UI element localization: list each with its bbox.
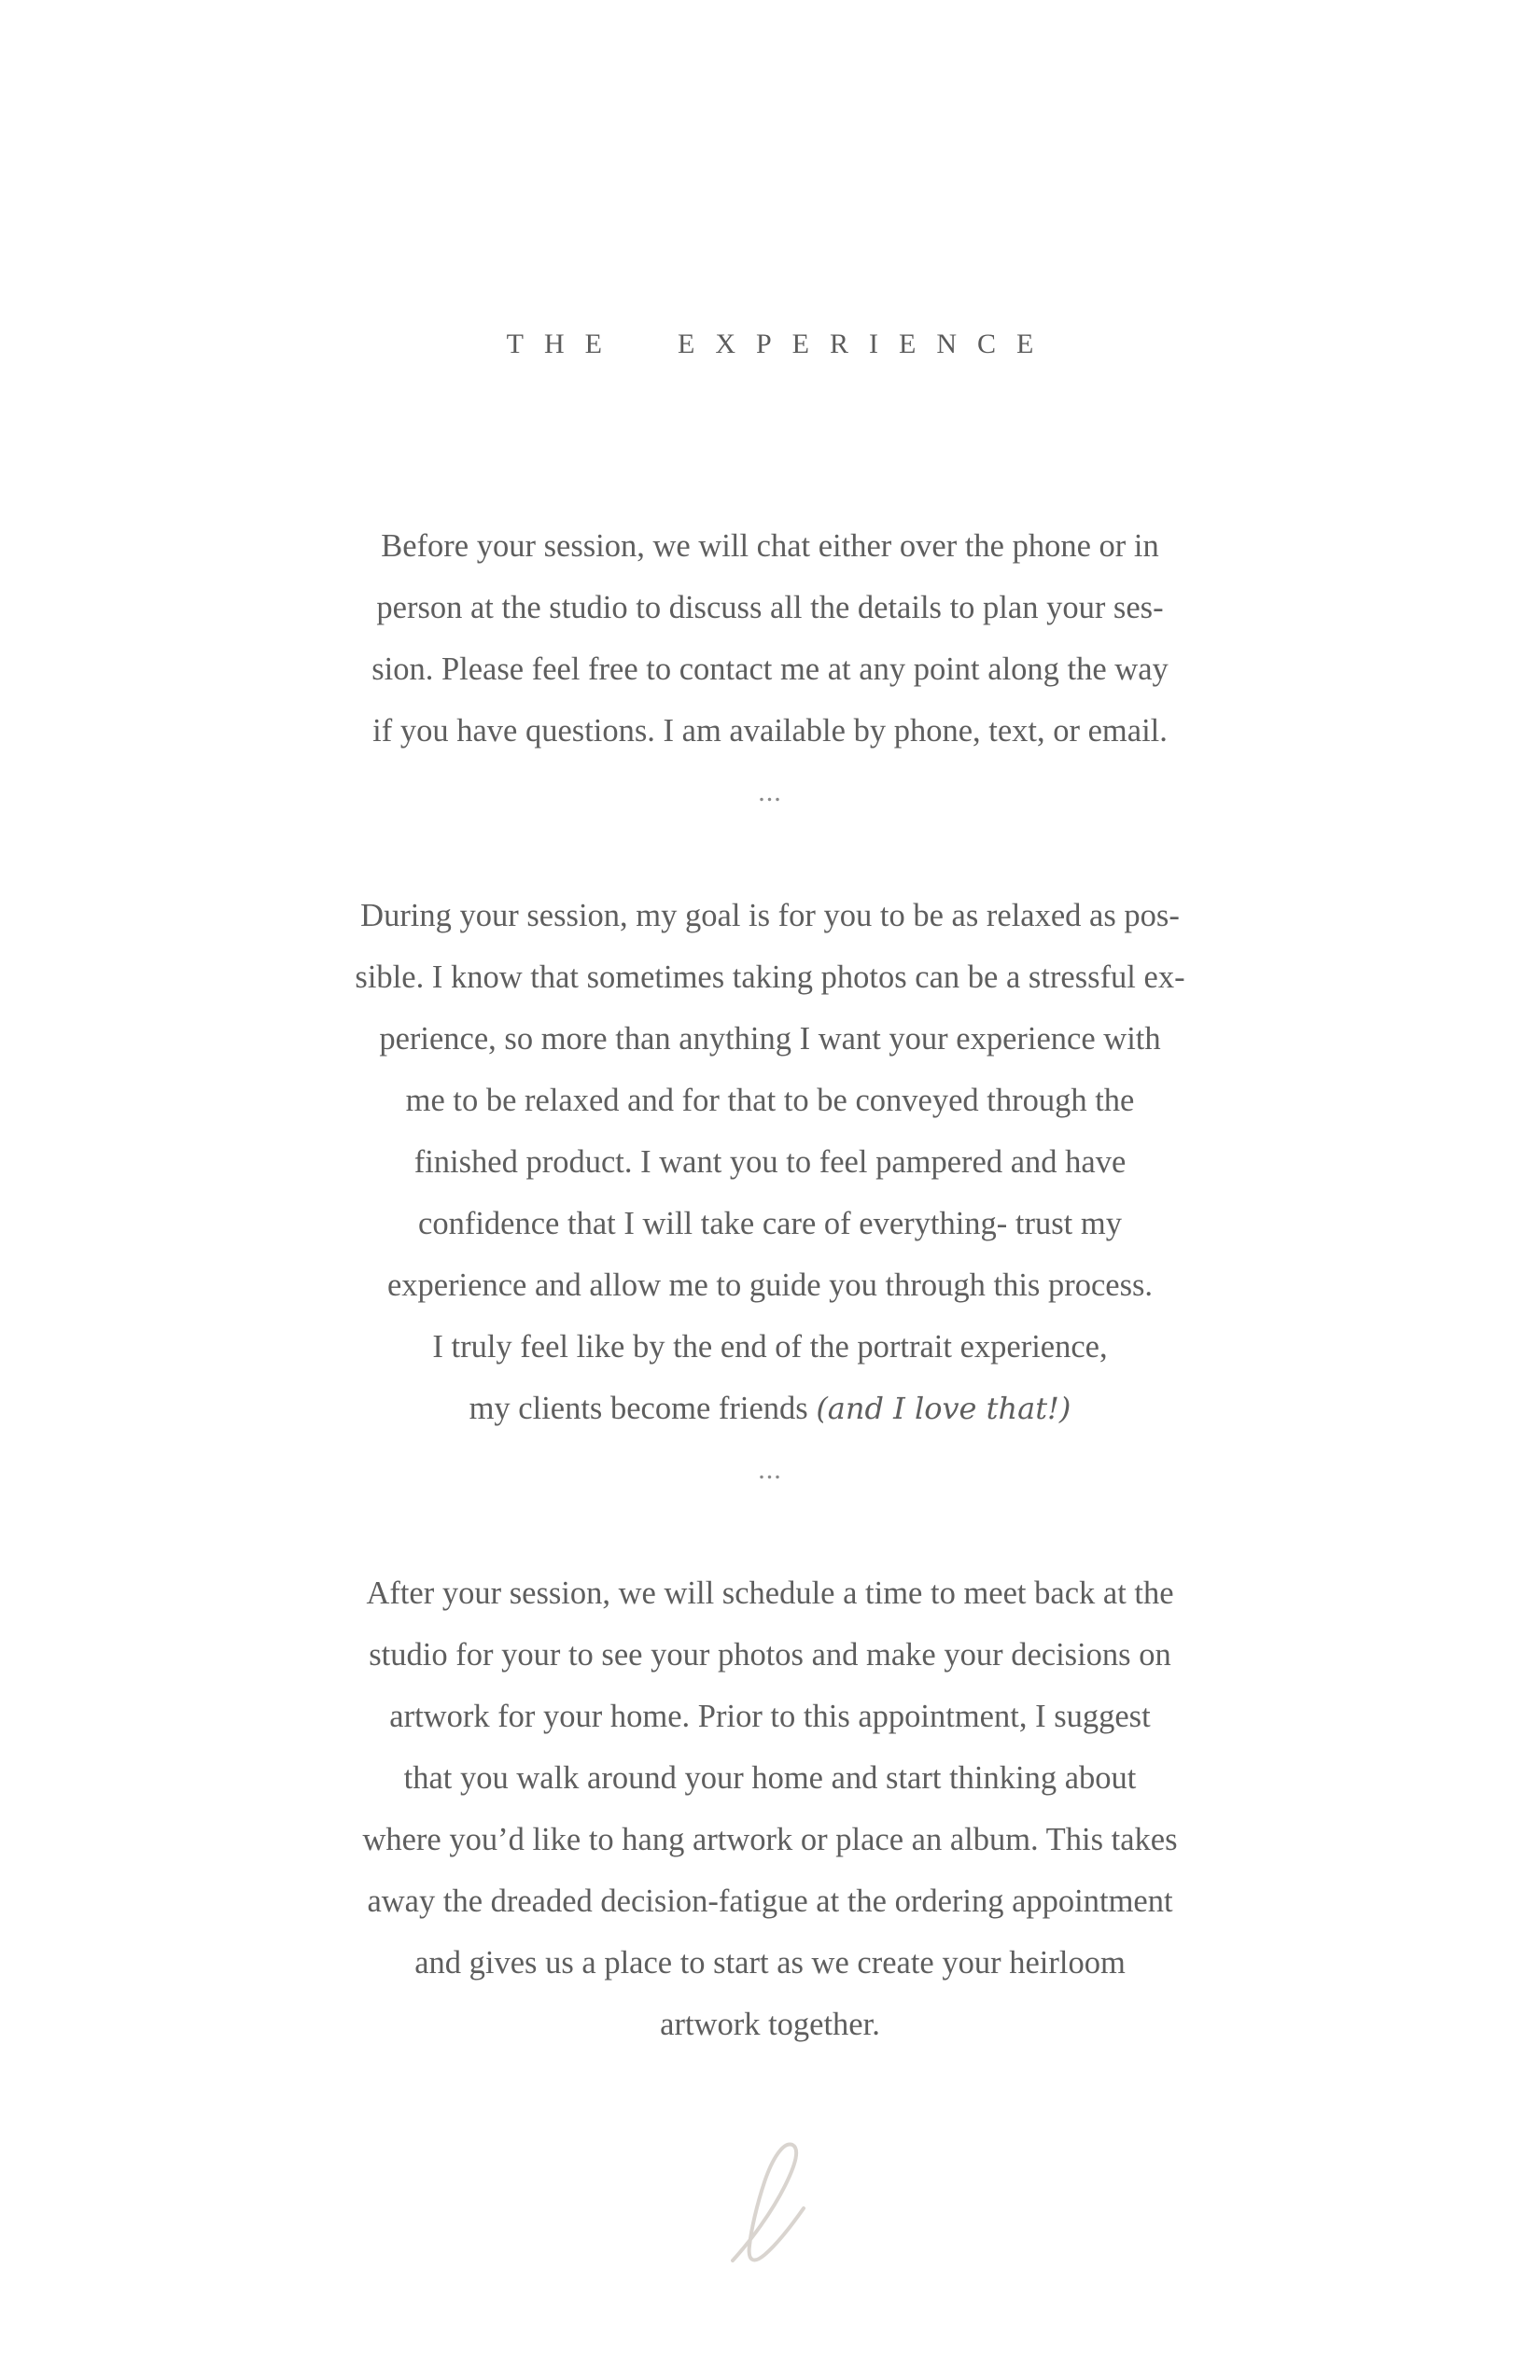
paragraph-line: finished product. I want you to feel pampered and have [413,1144,1127,1180]
section-separator: ... [758,1454,782,1485]
paragraph-line: confidence that I will take care of everything- trust my [418,1206,1122,1241]
section-separator: ... [758,777,782,807]
page-title: THE EXPERIENCE [506,329,1055,359]
paragraph-line: Before your session, we will chat either over the phone or in [381,528,1159,564]
paragraph-line: where you’d like to hang artwork or place an album. This takes [362,1822,1178,1857]
paragraph-line: and gives us a place to start as we create your heirloom [414,1945,1126,1981]
paragraph-line: away the dreaded decision-fatigue at the ordering appointment [367,1883,1173,1919]
paragraph-line: that you walk around your home and start thinking about [403,1760,1137,1796]
paragraph-line: person at the studio to discuss all the details to plan your ses- [376,590,1164,625]
paragraph-line: During your session, my goal is for you to be as relaxed as pos- [360,898,1180,933]
paragraph-line: perience, so more than anything I want your experience with [379,1021,1161,1057]
italic-aside: (and I love that!) [816,1391,1071,1426]
paragraph-line: After your session, we will schedule a time to meet back at the [366,1575,1174,1611]
paragraph-line: sible. I know that sometimes taking photos can be a stressful ex- [355,959,1185,995]
paragraph-line: I truly feel like by the end of the portrait experience, [432,1329,1108,1365]
after-session-paragraph [0,1562,1540,2055]
paragraph-line: if you have questions. I am available by phone, text, or email. [372,713,1168,749]
during-session-paragraph [0,885,1540,1501]
paragraph-line: artwork together. [660,2007,880,2042]
paragraph-line: sion. Please feel free to contact me at any point along the way [371,651,1169,687]
paragraph-line: me to be relaxed and for that to be conveyed through the [405,1083,1135,1118]
before-session-paragraph [0,515,1540,823]
script-l-monogram-icon [723,2137,807,2268]
paragraph-line: artwork for your home. Prior to this appointment, I suggest [389,1699,1151,1734]
paragraph-line: studio for your to see your photos and make your decisions on [369,1637,1171,1673]
paragraph-last-line [0,1378,1540,1439]
paragraph-line: experience and allow me to guide you through this process. [386,1267,1154,1303]
paragraph-text: my clients become friends [469,1391,817,1426]
